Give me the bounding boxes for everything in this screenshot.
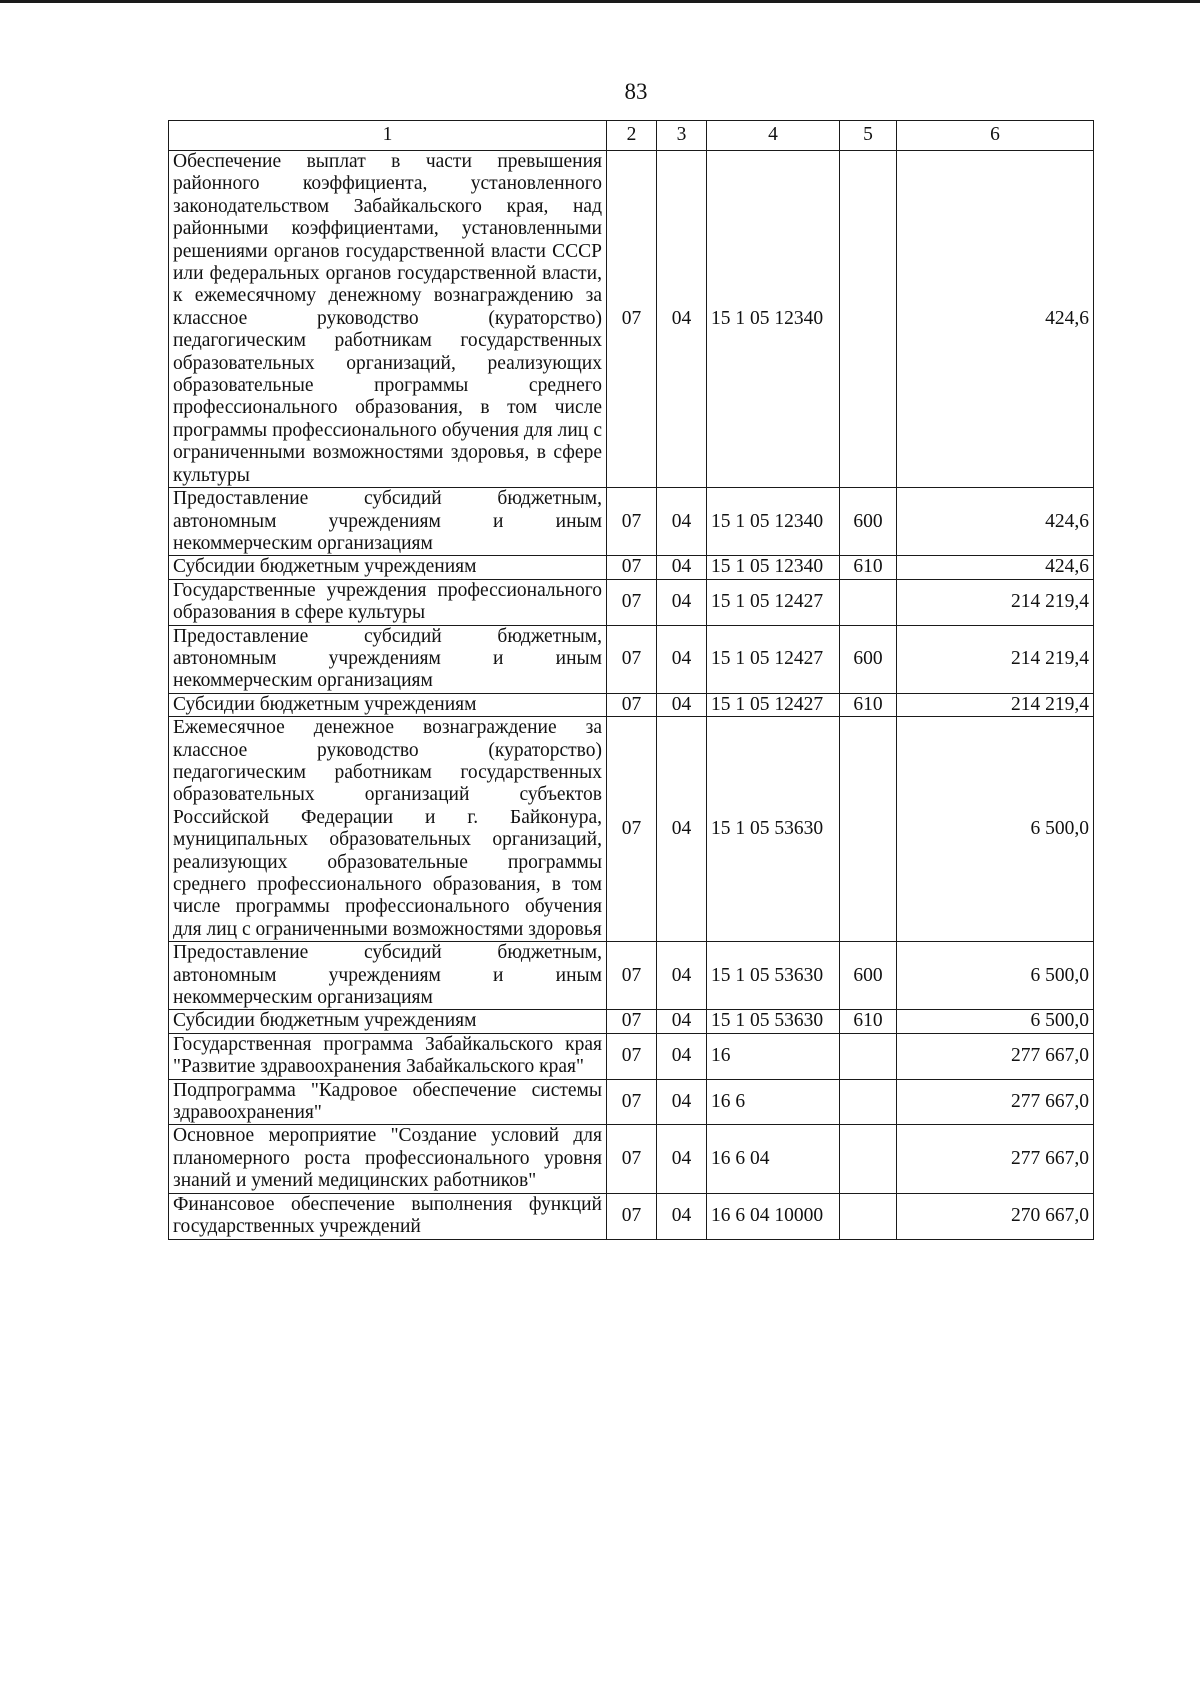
row-subsection: 04: [657, 693, 707, 716]
row-section: 07: [607, 1125, 657, 1193]
row-section: 07: [607, 942, 657, 1010]
row-expense-type: 600: [840, 488, 897, 556]
row-name: Государственная программа Забайкальского края "Развитие здравоохранения Забайкальского края": [169, 1033, 607, 1079]
row-target-article: 15 1 05 53630: [707, 942, 840, 1010]
row-expense-type: [840, 1193, 897, 1239]
table-row: [169, 1010, 1094, 1033]
row-expense-type: 610: [840, 556, 897, 579]
row-subsection: 04: [657, 717, 707, 942]
row-amount: 214 219,4: [897, 579, 1094, 625]
row-target-article: 15 1 05 12427: [707, 579, 840, 625]
row-target-article: 15 1 05 53630: [707, 717, 840, 942]
table-row: [169, 579, 1094, 625]
page-number: 83: [624, 79, 648, 104]
table-row: [169, 717, 1094, 942]
row-expense-type: [840, 1033, 897, 1079]
row-subsection: 04: [657, 1193, 707, 1239]
row-subsection: 04: [657, 579, 707, 625]
row-name: Предоставление субсидий бюджетным, автономным учреждениям и иным некоммерческим организациям: [169, 488, 607, 556]
row-expense-type: [840, 151, 897, 488]
row-name: Предоставление субсидий бюджетным, автономным учреждениям и иным некоммерческим организациям: [169, 625, 607, 693]
row-name: Ежемесячное денежное вознаграждение за классное руководство (кураторство) педагогическим работникам государственных образовательных организаций субъектов Российской Федерации и г. Байконура, муниципальных образовательных организаций, реализующих образовательные программы среднего профессионального образования, в том числе программы профессионального обучения для лиц с ограниченными возможностями здоровья: [169, 717, 607, 942]
row-expense-type: 610: [840, 693, 897, 716]
row-subsection: 04: [657, 556, 707, 579]
row-amount: 6 500,0: [897, 942, 1094, 1010]
row-target-article: 15 1 05 12427: [707, 625, 840, 693]
row-target-article: 16: [707, 1033, 840, 1079]
row-name: Финансовое обеспечение выполнения функций государственных учреждений: [169, 1193, 607, 1239]
row-amount: 277 667,0: [897, 1079, 1094, 1125]
table-row: [169, 1033, 1094, 1079]
row-amount: 424,6: [897, 556, 1094, 579]
row-section: 07: [607, 579, 657, 625]
row-subsection: 04: [657, 1079, 707, 1125]
row-amount: 214 219,4: [897, 625, 1094, 693]
row-subsection: 04: [657, 942, 707, 1010]
row-name: Обеспечение выплат в части превышения районного коэффициента, установленного законодательством Забайкальского края, над районными коэффициентами, установленными решениями органов государственной власти СССР или федеральных органов государственной власти, к ежемесячному денежному вознаграждению за классное руководство (кураторство) педагогическим работникам государственных образовательных организаций, реализующих образовательные программы среднего профессионального образования, в том числе программы профессионального обучения для лиц с ограниченными возможностями здоровья, в сфере культуры: [169, 151, 607, 488]
table-header-row: [169, 121, 1094, 151]
row-section: 07: [607, 151, 657, 488]
row-amount: 214 219,4: [897, 693, 1094, 716]
row-target-article: 15 1 05 53630: [707, 1010, 840, 1033]
row-name: Субсидии бюджетным учреждениям: [169, 693, 607, 716]
row-amount: 6 500,0: [897, 717, 1094, 942]
row-section: 07: [607, 717, 657, 942]
budget-table: [168, 120, 1094, 1240]
row-section: 07: [607, 556, 657, 579]
row-subsection: 04: [657, 488, 707, 556]
table-row: [169, 1079, 1094, 1125]
column-header-3: 3: [657, 121, 707, 151]
row-target-article: 15 1 05 12427: [707, 693, 840, 716]
row-expense-type: 600: [840, 942, 897, 1010]
row-name: Предоставление субсидий бюджетным, автономным учреждениям и иным некоммерческим организациям: [169, 942, 607, 1010]
row-expense-type: 600: [840, 625, 897, 693]
row-subsection: 04: [657, 1125, 707, 1193]
row-section: 07: [607, 1033, 657, 1079]
row-expense-type: 610: [840, 1010, 897, 1033]
table-row: [169, 488, 1094, 556]
row-expense-type: [840, 717, 897, 942]
column-header-4: 4: [707, 121, 840, 151]
table-row: [169, 625, 1094, 693]
row-target-article: 16 6 04: [707, 1125, 840, 1193]
row-section: 07: [607, 1010, 657, 1033]
row-section: 07: [607, 625, 657, 693]
column-header-2: 2: [607, 121, 657, 151]
row-amount: 277 667,0: [897, 1125, 1094, 1193]
table-row: [169, 942, 1094, 1010]
row-section: 07: [607, 488, 657, 556]
row-name: Государственные учреждения профессионального образования в сфере культуры: [169, 579, 607, 625]
table-row: [169, 151, 1094, 488]
row-section: 07: [607, 1079, 657, 1125]
table-row: [169, 556, 1094, 579]
row-amount: 277 667,0: [897, 1033, 1094, 1079]
column-header-5: 5: [840, 121, 897, 151]
table-row: [169, 693, 1094, 716]
row-section: 07: [607, 693, 657, 716]
row-target-article: 16 6: [707, 1079, 840, 1125]
row-target-article: 15 1 05 12340: [707, 151, 840, 488]
row-amount: 424,6: [897, 488, 1094, 556]
row-target-article: 15 1 05 12340: [707, 556, 840, 579]
top-border-line: [0, 0, 1200, 3]
row-subsection: 04: [657, 1010, 707, 1033]
row-subsection: 04: [657, 625, 707, 693]
column-header-6: 6: [897, 121, 1094, 151]
row-expense-type: [840, 1079, 897, 1125]
row-target-article: 15 1 05 12340: [707, 488, 840, 556]
row-amount: 270 667,0: [897, 1193, 1094, 1239]
row-expense-type: [840, 579, 897, 625]
table-row: [169, 1125, 1094, 1193]
row-name: Основное мероприятие "Создание условий для планомерного роста профессионального уровня знаний и умений медицинских работников": [169, 1125, 607, 1193]
row-amount: 6 500,0: [897, 1010, 1094, 1033]
row-section: 07: [607, 1193, 657, 1239]
row-name: Подпрограмма "Кадровое обеспечение системы здравоохранения": [169, 1079, 607, 1125]
table-row: [169, 1193, 1094, 1239]
row-amount: 424,6: [897, 151, 1094, 488]
row-target-article: 16 6 04 10000: [707, 1193, 840, 1239]
row-expense-type: [840, 1125, 897, 1193]
row-subsection: 04: [657, 151, 707, 488]
row-name: Субсидии бюджетным учреждениям: [169, 1010, 607, 1033]
row-name: Субсидии бюджетным учреждениям: [169, 556, 607, 579]
column-header-1: 1: [169, 121, 607, 151]
row-subsection: 04: [657, 1033, 707, 1079]
